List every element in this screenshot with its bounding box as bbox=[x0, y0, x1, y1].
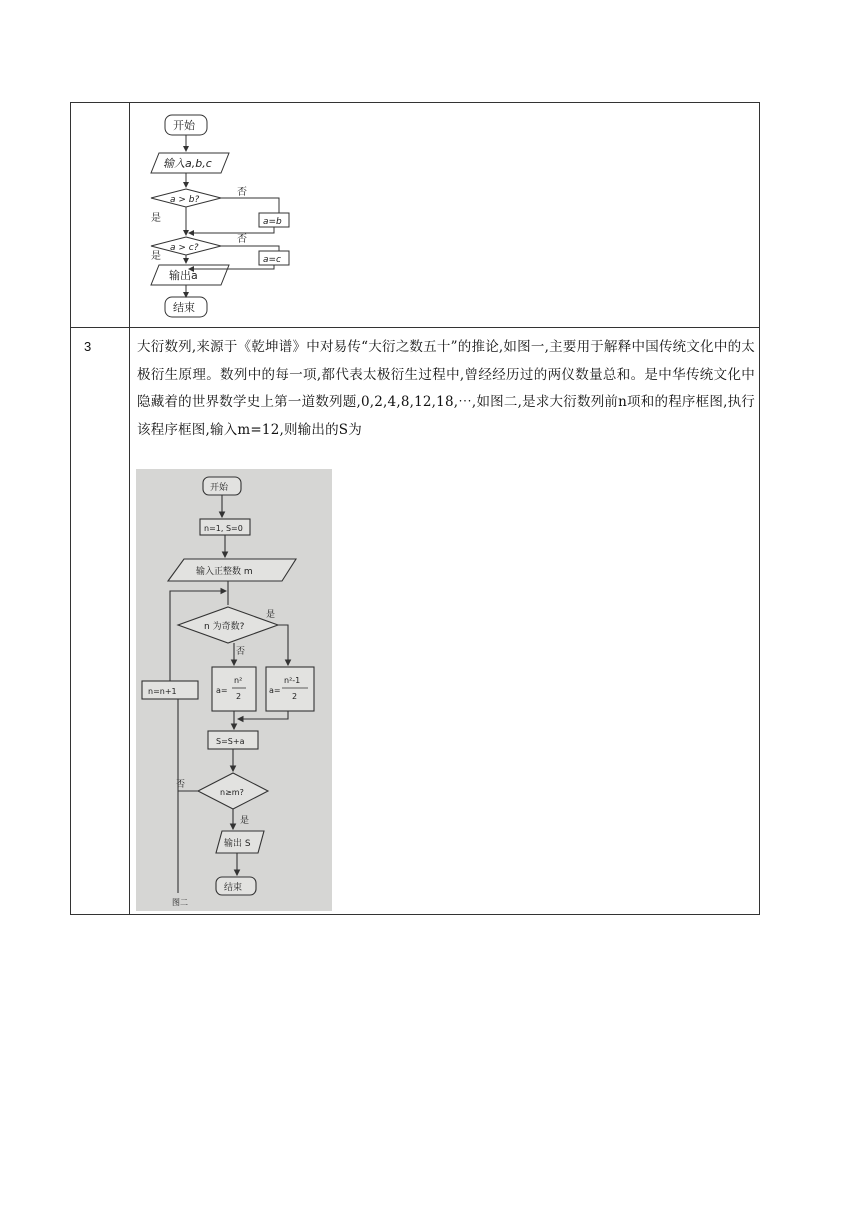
fc1-cond1-label: a > b? bbox=[170, 195, 200, 205]
fc1-cond2-label: a > c? bbox=[170, 243, 199, 253]
fc1-end-label: 结束 bbox=[173, 301, 195, 314]
fc2-cond-odd-label: n 为奇数? bbox=[204, 622, 245, 632]
fc1-assign2-label: a=c bbox=[263, 255, 282, 265]
fc2-even-num: n² bbox=[234, 676, 243, 685]
fc1-cond2-yes: 是 bbox=[151, 251, 161, 262]
fc2-cond-end-label: n≥m? bbox=[220, 788, 244, 797]
fc2-init-label: n=1, S=0 bbox=[204, 524, 243, 533]
fc2-cond-odd-no: 否 bbox=[236, 647, 246, 657]
row-divider bbox=[71, 327, 759, 328]
question-table bbox=[70, 102, 760, 915]
fc2-cond-end-no: 否 bbox=[176, 780, 186, 790]
fc2-even-den: 2 bbox=[236, 692, 242, 701]
fc2-even-lhs: a= bbox=[216, 686, 228, 695]
question-number: 3 bbox=[84, 339, 92, 354]
flowchart-2 bbox=[136, 469, 332, 911]
fc1-assign1-label: a=b bbox=[263, 217, 282, 227]
fc1-start-label: 开始 bbox=[173, 119, 195, 132]
fc2-increment-label: n=n+1 bbox=[148, 687, 177, 696]
fc1-output-label: 输出a bbox=[169, 269, 198, 282]
fc1-cond1-yes: 是 bbox=[151, 213, 161, 224]
column-divider bbox=[129, 103, 130, 914]
fc2-cond-odd-yes: 是 bbox=[266, 610, 276, 620]
fc2-input-label: 输入正整数 m bbox=[196, 567, 253, 577]
fc2-output-label: 输出 S bbox=[224, 839, 251, 849]
fc2-accumulate-label: S=S+a bbox=[216, 737, 245, 746]
fc1-input-label: 输入a,b,c bbox=[163, 157, 212, 170]
fc2-odd-lhs: a= bbox=[269, 686, 281, 695]
fc2-start-label: 开始 bbox=[210, 483, 229, 493]
fc2-odd-num: n²-1 bbox=[284, 676, 301, 685]
question-text: 大衍数列,来源于《乾坤谱》中对易传“大衍之数五十”的推论,如图一,主要用于解释中国传统文化中的太极衍生原理。数列中的每一项,都代表太极衍生过程中,曾经经历过的两仪数量总和。是中华传统文化中隐藏着的世界数学史上第一道数列题,0,2,4,8,12,18,⋯,如图二,是求大衍数列前n项和的程序框图,执行该程序框图,输入m=12,则输出的S为 bbox=[137, 339, 755, 438]
fc1-cond2-no: 否 bbox=[237, 234, 247, 245]
fc2-odd-den: 2 bbox=[292, 692, 298, 701]
fc1-cond1-no: 否 bbox=[237, 187, 247, 198]
fc2-caption: 图二 bbox=[172, 898, 188, 907]
flowchart-1 bbox=[149, 109, 301, 319]
fc2-cond-end-yes: 是 bbox=[240, 816, 250, 826]
fc2-end-label: 结束 bbox=[224, 883, 243, 893]
